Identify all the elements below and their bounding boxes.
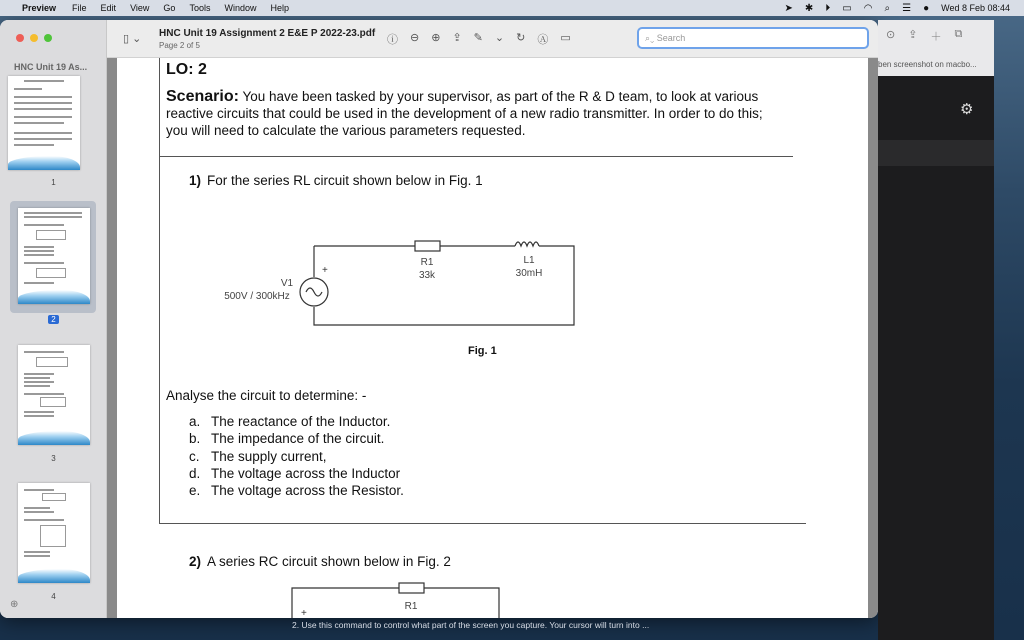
preview-window	[0, 20, 878, 618]
menubar-clock[interactable]: Wed 8 Feb 08:44	[941, 3, 1010, 13]
task-text: The impedance of the circuit.	[211, 431, 385, 447]
sidebar-toggle-icon[interactable]: ▯ ⌄	[123, 33, 142, 45]
learning-outcome-heading: LO: 2	[166, 61, 207, 78]
rc-circuit-diagram	[287, 578, 517, 618]
page-number-2-badge: 2	[48, 315, 58, 324]
zoom-in-icon[interactable]: ⊕	[431, 32, 441, 44]
pdf-page	[117, 58, 868, 618]
question-1-text: For the series RL circuit shown below in Fig. 1	[207, 173, 483, 188]
page-number-1: 1	[51, 178, 56, 187]
highlight-pen-icon[interactable]: ✎	[473, 32, 483, 44]
rotate-icon[interactable]: ↻	[516, 32, 526, 44]
menubar	[0, 0, 1024, 16]
divider	[159, 156, 793, 157]
location-icon[interactable]: ➤	[784, 2, 793, 14]
markup-icon[interactable]: Ⓐ	[537, 34, 549, 46]
divider	[159, 523, 806, 524]
document-viewer[interactable]	[107, 58, 878, 618]
task-letter: a.	[189, 414, 201, 429]
page-number-2	[0, 315, 107, 324]
menu-go[interactable]: Go	[163, 3, 176, 13]
background-panel-block	[878, 140, 994, 166]
siri-icon[interactable]: ●	[923, 2, 930, 14]
scenario-text: You have been tasked by your supervisor, as part of the R & D team, to look at various reactive circuits that could be used in the development of a new radio transmitter. In order to do this; you will need to calculate the various parameters requested.	[166, 89, 763, 138]
spotlight-search-icon[interactable]: ⌕	[884, 2, 891, 14]
question-2	[189, 554, 451, 569]
new-tab-icon[interactable]: ＋	[930, 31, 942, 43]
bluetooth-icon[interactable]: ✱	[804, 2, 814, 14]
v1-value: 500V / 300kHz	[224, 291, 290, 302]
figure-1-caption: Fig. 1	[468, 345, 497, 357]
close-button[interactable]	[16, 34, 24, 42]
highlight-menu-chevron-icon[interactable]: ⌄	[494, 32, 505, 44]
task-text: The voltage across the Inductor	[211, 465, 401, 481]
task-item	[189, 448, 404, 465]
analyse-instruction: Analyse the circuit to determine: -	[166, 388, 367, 403]
window-controls	[16, 34, 52, 42]
search-input[interactable]: ⌕⌄ Search	[637, 27, 869, 49]
question-1	[189, 173, 483, 188]
control-center-icon[interactable]: ☰	[902, 2, 912, 14]
toolbar	[107, 20, 878, 58]
task-letter: e.	[189, 483, 201, 499]
r1-label: R1	[420, 257, 434, 268]
fullscreen-button[interactable]	[44, 34, 52, 42]
task-letter: d.	[189, 465, 201, 481]
page-thumbnail-1[interactable]	[8, 76, 80, 170]
menu-view[interactable]: View	[130, 3, 150, 13]
rc-r1-label: R1	[404, 601, 418, 612]
menu-window[interactable]: Window	[224, 3, 257, 13]
task-item	[189, 430, 404, 447]
page-thumbnail-3[interactable]	[18, 345, 90, 445]
download-icon[interactable]: ⊙	[886, 29, 896, 41]
menu-help[interactable]: Help	[270, 3, 289, 13]
resistor-symbol	[415, 241, 440, 251]
bottom-instruction-text: 2. Use this command to control what part of the screen you capture. Your cursor will turn into ...	[292, 620, 650, 630]
polarity-plus: +	[322, 265, 328, 276]
menu-file[interactable]: File	[72, 3, 87, 13]
page-number-3: 3	[51, 454, 56, 463]
battery-icon[interactable]: ▭	[842, 2, 852, 14]
search-placeholder: Search	[656, 33, 686, 43]
task-item	[189, 413, 404, 430]
gear-icon[interactable]: ⚙	[960, 101, 974, 118]
share-icon[interactable]: ⇪	[452, 32, 462, 44]
table-border	[159, 58, 160, 524]
rc-polarity-plus: +	[301, 608, 307, 618]
v1-label: V1	[280, 278, 294, 289]
menu-edit[interactable]: Edit	[100, 3, 117, 13]
info-icon[interactable]: ⓘ	[387, 34, 398, 46]
minimize-button[interactable]	[30, 34, 38, 42]
question-2-text: A series RC circuit shown below in Fig. 2	[207, 554, 451, 569]
inductor-symbol	[515, 242, 539, 246]
question-1-number: 1)	[189, 173, 202, 188]
task-text: The supply current,	[211, 448, 327, 464]
add-page-icon[interactable]: ⊕	[10, 599, 19, 610]
play-icon[interactable]: ⏵	[825, 2, 831, 14]
background-window-caption: ben screenshot on macbo...	[878, 60, 977, 69]
task-text: The reactance of the Inductor.	[211, 414, 391, 429]
wifi-icon[interactable]: ◠	[863, 2, 873, 14]
menu-tools[interactable]: Tools	[189, 3, 211, 13]
zoom-out-icon[interactable]: ⊖	[410, 32, 420, 44]
task-item	[189, 465, 404, 482]
scenario-label: Scenario:	[166, 88, 239, 105]
page-number-4: 4	[51, 592, 56, 601]
rl-circuit-diagram	[217, 228, 587, 338]
l1-value: 30mH	[515, 268, 543, 279]
page-thumbnail-4[interactable]	[18, 483, 90, 583]
page-thumbnail-2[interactable]	[18, 208, 90, 304]
document-title: HNC Unit 19 Assignment 2 E&E P 2022-23.pdf	[159, 28, 376, 39]
task-item	[189, 482, 404, 499]
scenario-paragraph	[166, 88, 786, 139]
task-list	[189, 413, 404, 499]
page-indicator: Page 2 of 5	[159, 41, 200, 50]
menu-app-name[interactable]: Preview	[22, 3, 57, 13]
sidebar-title: HNC Unit 19 As...	[14, 62, 88, 72]
share-icon[interactable]: ⇪	[908, 29, 918, 41]
l1-label: L1	[523, 255, 535, 266]
thumbnail-sidebar	[0, 20, 107, 618]
task-text: The voltage across the Resistor.	[211, 483, 404, 499]
question-2-number: 2)	[189, 554, 202, 569]
form-fill-icon[interactable]: ▭	[560, 32, 571, 44]
r1-value: 33k	[418, 270, 436, 281]
task-letter: c.	[189, 448, 200, 464]
task-letter: b.	[189, 431, 201, 447]
tabs-overview-icon[interactable]: ⧉	[954, 28, 963, 40]
